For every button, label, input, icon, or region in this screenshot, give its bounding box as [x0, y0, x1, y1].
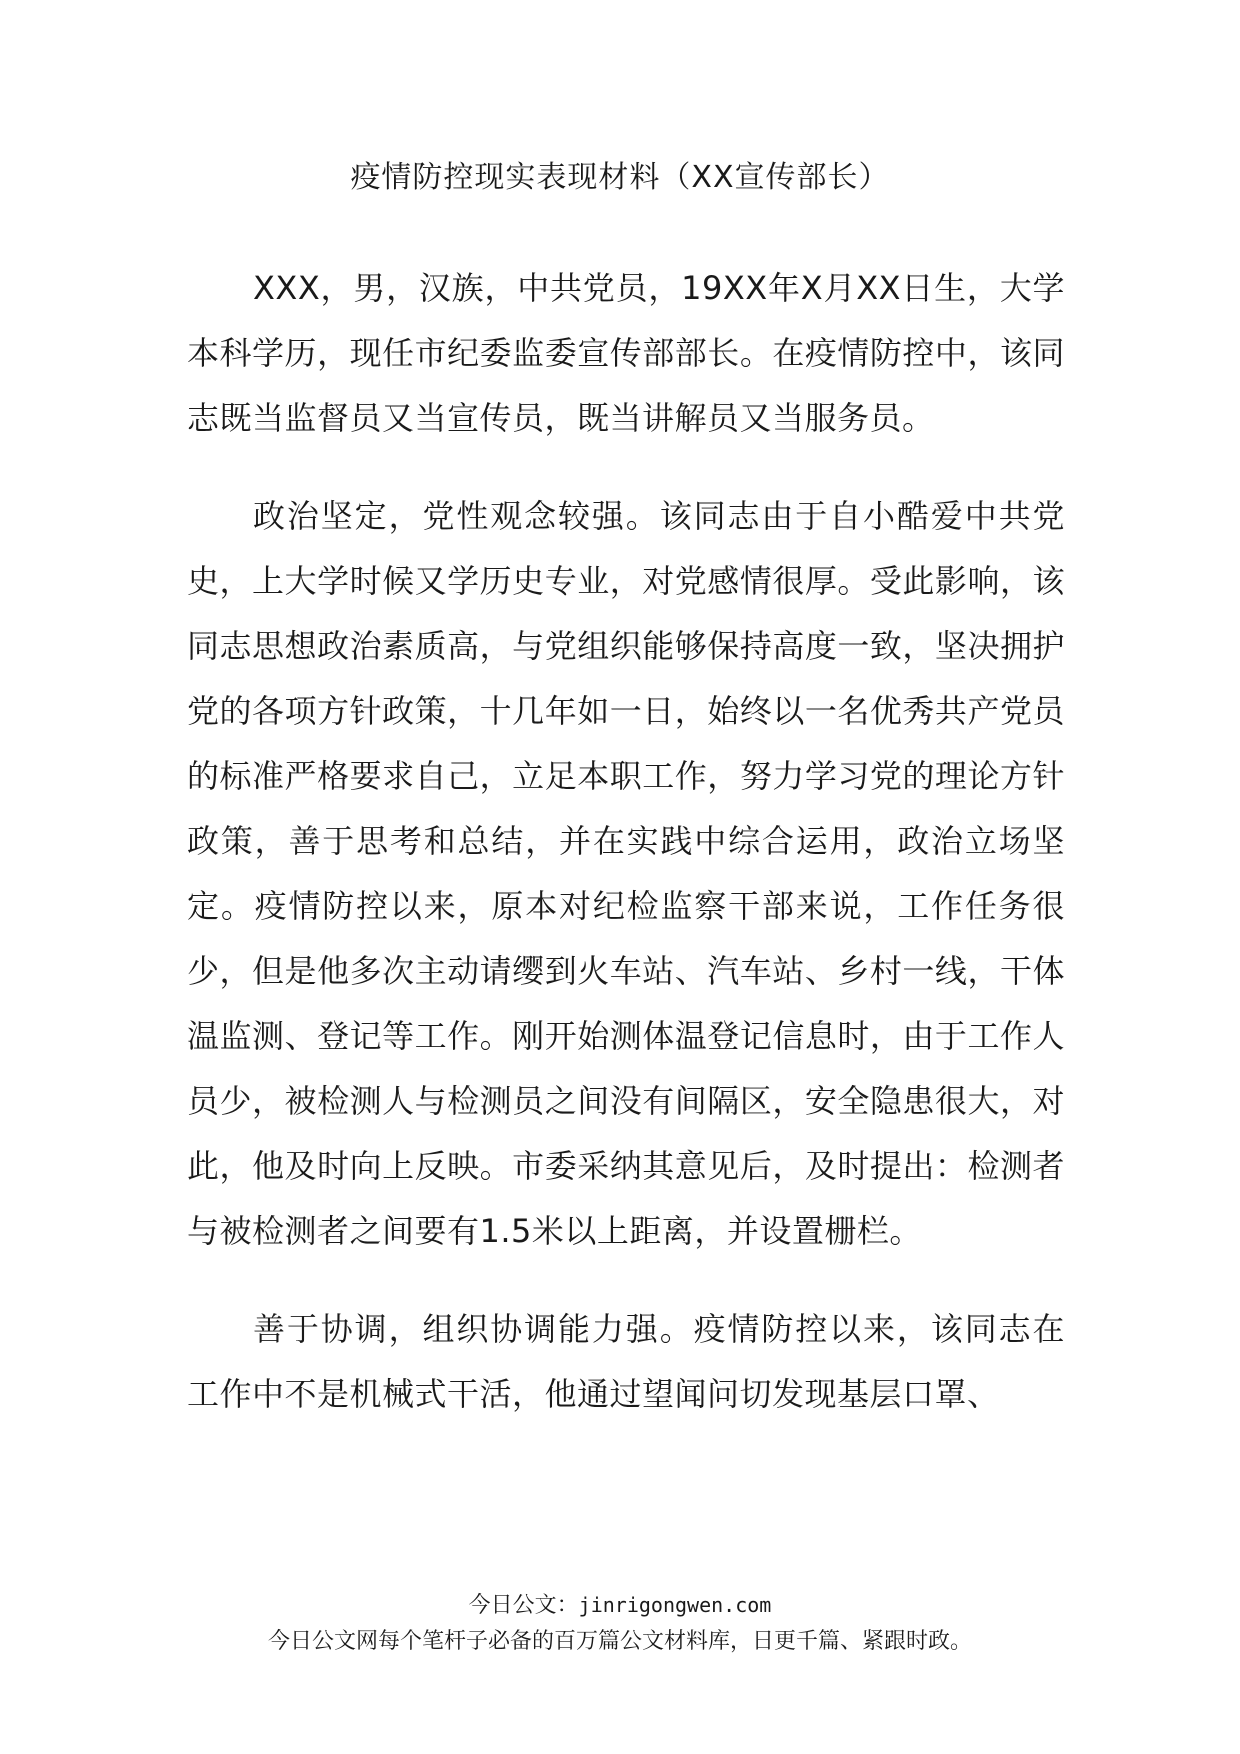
paragraph-intro: XXX，男，汉族，中共党员，19XX年X月XX日生，大学本科学历，现任市纪委监委宣传部部长。在疫情防控中，该同志既当监督员又当宣传员，既当讲解员又当服务员。 — [187, 269, 1065, 437]
document-body — [187, 256, 1065, 1460]
footer-site-line — [0, 1590, 1240, 1621]
footer-slogan: 今日公文网每个笔杆子必备的百万篇公文材料库，日更千篇、紧跟时政。 — [267, 1629, 972, 1654]
document-title: 疫情防控现实表现材料（XX宣传部长） — [350, 160, 890, 195]
paragraph-coordination: 善于协调，组织协调能力强。疫情防控以来，该同志在工作中不是机械式干活，他通过望闻问切发现基层口罩、 — [187, 1310, 1065, 1413]
footer-site-label: 今日公文： — [468, 1593, 579, 1618]
footer-site-url[interactable]: jinrigongwen.com — [578, 1593, 772, 1617]
paragraph-political: 政治坚定，党性观念较强。该同志由于自小酷爱中共党史，上大学时候又学历史专业，对党感情很厚。受此影响，该同志思想政治素质高，与党组织能够保持高度一致，坚决拥护党的各项方针政策，十几年如一日，始终以一名优秀共产党员的标准严格要求自己，立足本职工作，努力学习党的理论方针政策，善于思考和总结，并在实践中综合运用，政治立场坚定。疫情防控以来，原本对纪检监察干部来说，工作任务很少，但是他多次主动请缨到火车站、汽车站、乡村一线，干体温监测、登记等工作。刚开始测体温登记信息时，由于工作人员少，被检测人与检测员之间没有间隔区，安全隐患很大，对此，他及时向上反映。市委采纳其意见后，及时提出：检测者与被检测者之间要有1.5米以上距离，并设置栅栏。 — [187, 497, 1065, 1250]
